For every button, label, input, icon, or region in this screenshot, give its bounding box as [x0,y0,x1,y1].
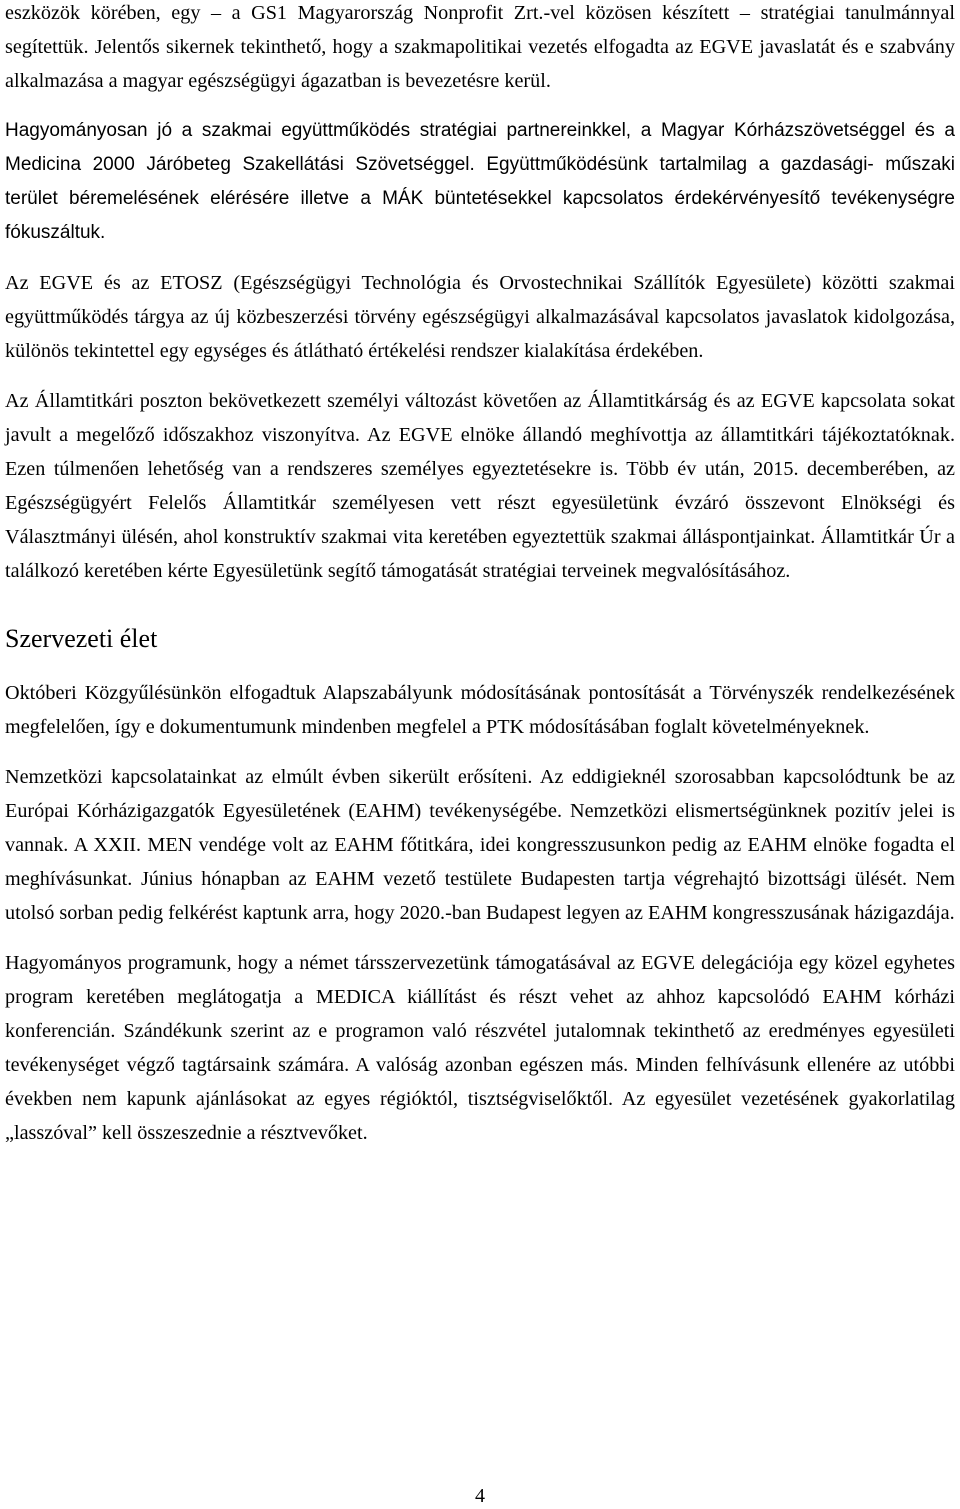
paragraph-medica-program: Hagyományos programunk, hogy a német társszervezetünk támogatásával az EGVE delegációja egy közel egyhetes program keretében meglátogatja a MEDICA kiállítást és részt vehet az ahhoz kapcsolódó EAHM kórházi konferencián. Szándékunk szerint az e programon való részvétel jutalomnak tekinthető az eredményes egyesületi tevékenységet végző tagtársaink számára. A valóság azonban egészen más. Minden felhívásunk ellenére az utóbbi években nem kapunk ajánlásokat az egyes régióktól, tisztségviselőktől. Az egyesület vezetésének gyakorlatilag „lasszóval” kell összeszednie a résztvevőket. [5,952,955,1144]
section-heading: Szervezeti élet [5,624,158,653]
paragraph-egve-etosz: Az EGVE és az ETOSZ (Egészségügyi Technológia és Orvostechnikai Szállítók Egyesülete) közötti szakmai együttműködés tárgya az új közbeszerzési törvény egészségügyi alkalmazásával kapcsolatos javaslatok kidolgozása, különös tekintettel egy egységes és átlátható értékelési rendszer kialakítása érdekében. [5,272,955,362]
paragraph-state-secretariat: Az Államtitkári poszton bekövetkezett személyi változást követően az Államtitkárság és az EGVE kapcsolata sokat javult a megelőző időszakhoz viszonyítva. Az EGVE elnöke állandó meghívottja az államtitkári tájékoztatóknak. Ezen túlmenően lehetőség van a rendszeres személyes egyeztetésekre is. Több év után, 2015. decemberében, az Egészségügyért Felelős Államtitkár személyesen vett részt egyesületünk évzáró összevont Elnökségi és Választmányi ülésén, ahol konstruktív szakmai vita keretében egyeztettük szakmai álláspontjainkat. Államtitkár Úr a találkozó keretében kérte Egyesületünk segítő támogatását stratégiai terveinek megvalósításához. [5,390,955,582]
paragraph-strategic-partners: Hagyományosan jó a szakmai együttműködés stratégiai partnereinkkel, a Magyar Kórházszövetséggel és a Medicina 2000 Járóbeteg Szakellátási Szövetséggel. Együttműködésünk tartalmilag a gazdasági- műszaki terület béremelésének elérésére illetve a MÁK büntetésekkel kapcsolatos érdekérvényesítő tevékenységre fókuszáltuk. [5,120,955,243]
document-page [5,0,955,1150]
page-number: 4 [475,1485,485,1507]
paragraph-gs1-strategy: eszközök körében, egy – a GS1 Magyarország Nonprofit Zrt.-vel közösen készített – stratégiai tanulmánnyal segítettük. Jelentős sikernek tekinthető, hogy a szakmapolitikai vezetés elfogadta az EGVE javaslatát és e szabvány alkalmazása a magyar egészségügyi ágazatban is bevezetésre kerül. [5,2,955,92]
paragraph-general-assembly: Októberi Közgyűlésünkön elfogadtuk Alapszabályunk módosításának pontosítását a Törvényszék rendelkezésének megfelelően, így e dokumentumunk mindenben megfelel a PTK módosításában foglalt követelményeknek. [5,682,955,738]
paragraph-international-relations: Nemzetközi kapcsolatainkat az elmúlt évben sikerült erősíteni. Az eddigieknél szorosabban kapcsolódtunk be az Európai Kórházigazgatók Egyesületének (EAHM) tevékenységébe. Nemzetközi elismertségünknek pozitív jelei is vannak. A XXII. MEN vendége volt az EAHM főtitkára, idei kongresszusunkon pedig az EAHM elnöke fogadta el meghívásunkat. Június hónapban az EAHM vezető testülete Budapesten tartja végrehajtó bizottsági ülését. Nem utolsó sorban pedig felkérést kaptunk arra, hogy 2020.-ban Budapest legyen az EAHM kongresszusának házigazdája. [5,766,955,924]
